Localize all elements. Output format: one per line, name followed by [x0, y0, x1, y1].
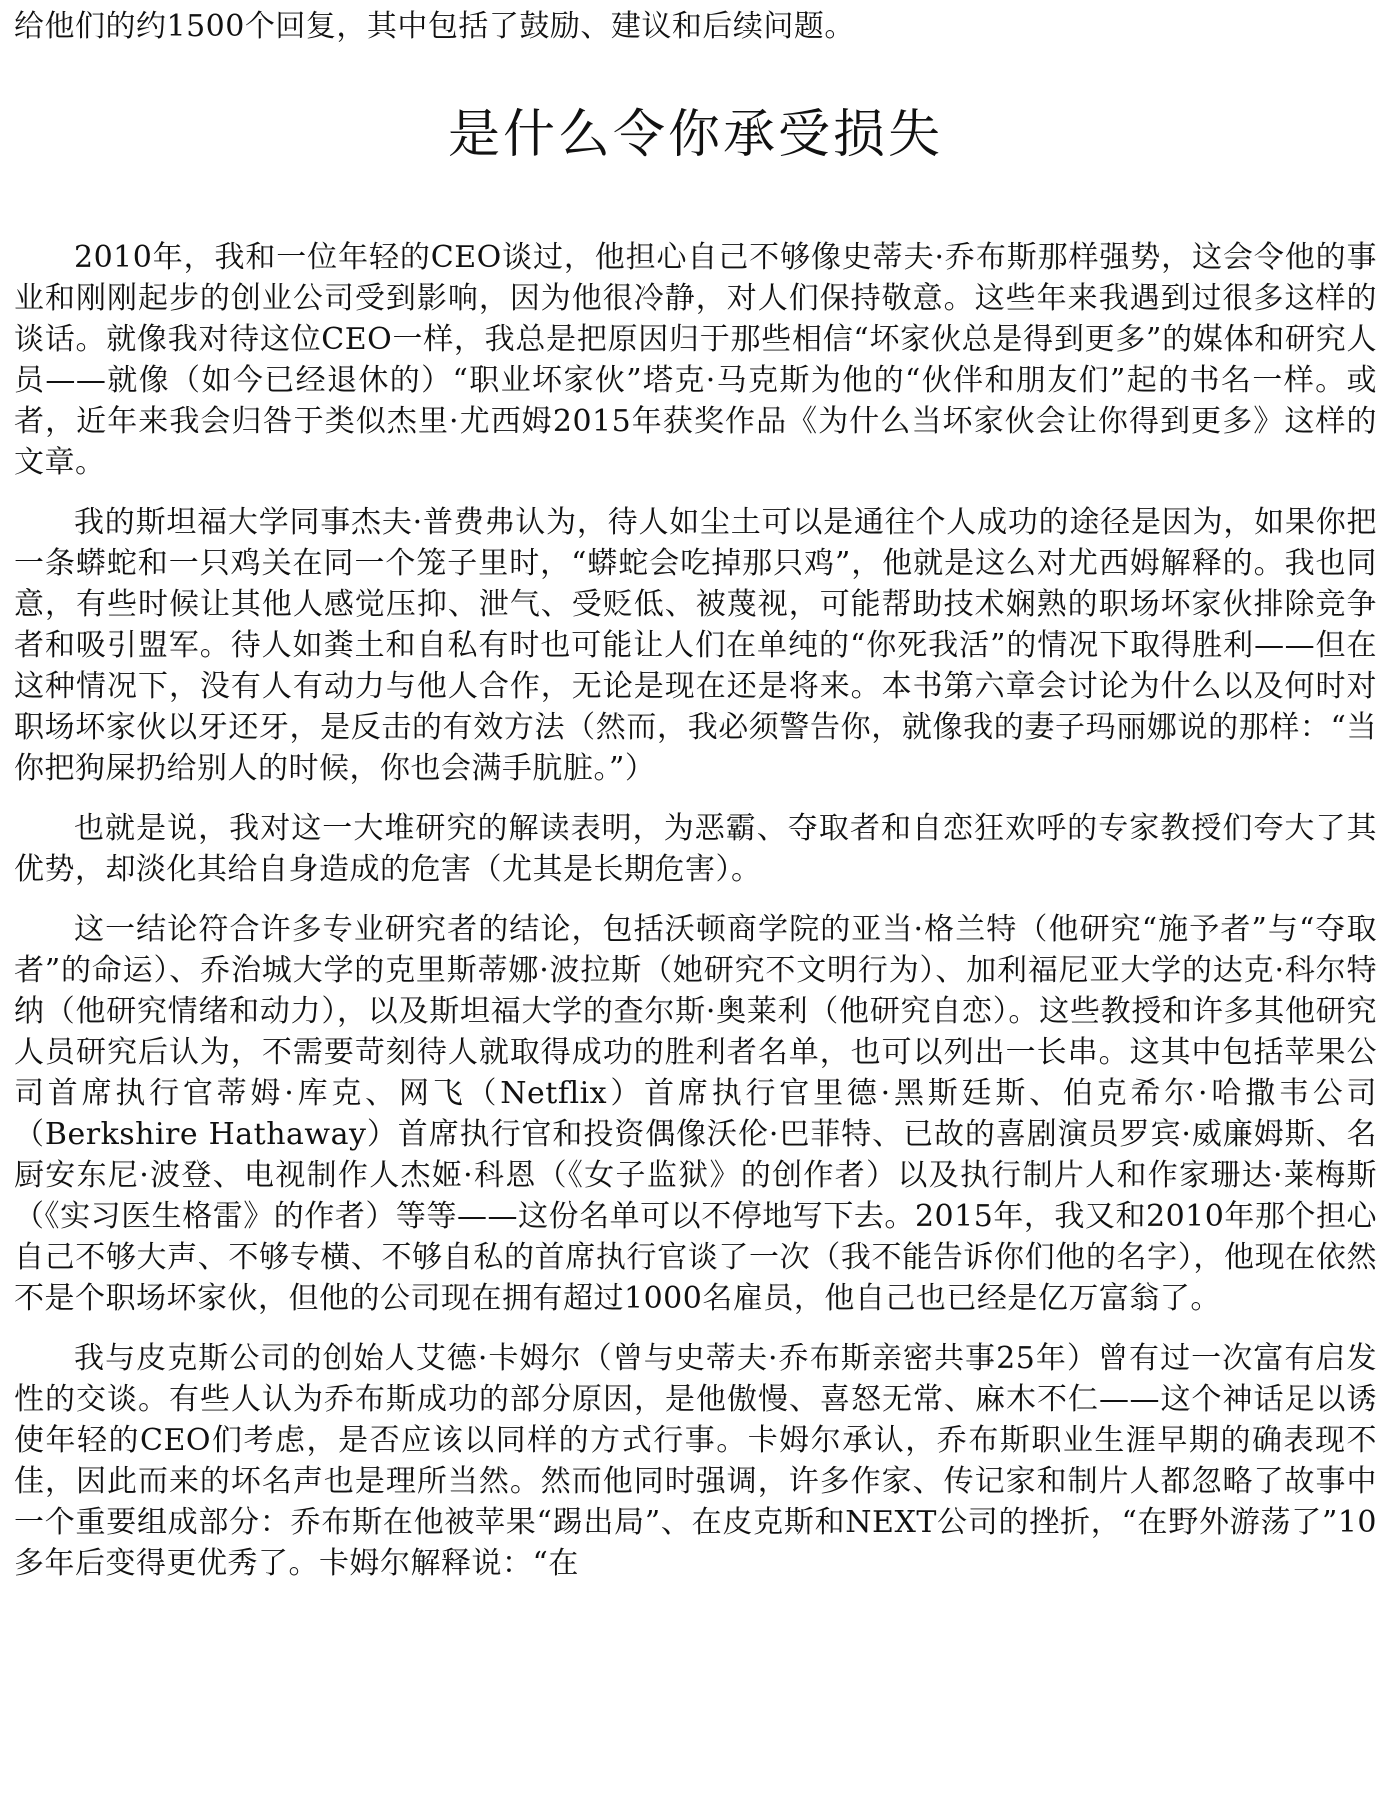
paragraph-2: 我的斯坦福大学同事杰夫·普费弗认为，待人如尘土可以是通往个人成功的途径是因为，如果你把一条蟒蛇和一只鸡关在同一个笼子里时，“蟒蛇会吃掉那只鸡”，他就是这么对尤西姆解释的。我也同意，有些时候让其他人感觉压抑、泄气、受贬低、被蔑视，可能帮助技术娴熟的职场坏家伙排除竞争者和吸引盟军。待人如粪土和自私有时也可能让人们在单纯的“你死我活”的情况下取得胜利——但在这种情况下，没有人有动力与他人合作，无论是现在还是将来。本书第六章会讨论为什么以及何时对职场坏家伙以牙还牙，是反击的有效方法（然而，我必须警告你，就像我的妻子玛丽娜说的那样：“当你把狗屎扔给别人的时候，你也会满手肮脏。”） [14, 505, 1377, 786]
paragraph-1: 2010年，我和一位年轻的CEO谈过，他担心自己不够像史蒂夫·乔布斯那样强势，这会令他的事业和刚刚起步的创业公司受到影响，因为他很冷静，对人们保持敬意。这些年来我遇到过很多这样的谈话。就像我对待这位CEO一样，我总是把原因归于那些相信“坏家伙总是得到更多”的媒体和研究人员——就像（如今已经退休的）“职业坏家伙”塔克·马克斯为他的“伙伴和朋友们”起的书名一样。或者，近年来我会归咎于类似杰里·尤西姆2015年获奖作品《为什么当坏家伙会让你得到更多》这样的文章。 [14, 240, 1377, 480]
paragraph-3: 也就是说，我对这一大堆研究的解读表明，为恶霸、夺取者和自恋狂欢呼的专家教授们夸大了其优势，却淡化其给自身造成的危害（尤其是长期危害）。 [14, 811, 1377, 887]
document-page [14, 6, 1377, 1603]
paragraph-4: 这一结论符合许多专业研究者的结论，包括沃顿商学院的亚当·格兰特（他研究“施予者”与“夺取者”的命运）、乔治城大学的克里斯蒂娜·波拉斯（她研究不文明行为）、加利福尼亚大学的达克·科尔特纳（他研究情绪和动力），以及斯坦福大学的查尔斯·奥莱利（他研究自恋）。这些教授和许多其他研究人员研究后认为，不需要苛刻待人就取得成功的胜利者名单，也可以列出一长串。这其中包括苹果公司首席执行官蒂姆·库克、网飞（Netflix）首席执行官里德·黑斯廷斯、伯克希尔·哈撒韦公司（Berkshire Hathaway）首席执行官和投资偶像沃伦·巴菲特、已故的喜剧演员罗宾·威廉姆斯、名厨安东尼·波登、电视制作人杰姬·科恩（《女子监狱》的创作者）以及执行制片人和作家珊达·莱梅斯（《实习医生格雷》的作者）等等——这份名单可以不停地写下去。2015年，我又和2010年那个担心自己不够大声、不够专横、不够自私的首席执行官谈了一次（我不能告诉你们他的名字），他现在依然不是个职场坏家伙，但他的公司现在拥有超过1000名雇员，他自己也已经是亿万富翁了。 [14, 912, 1377, 1316]
paragraph-5: 我与皮克斯公司的创始人艾德·卡姆尔（曾与史蒂夫·乔布斯亲密共事25年）曾有过一次富有启发性的交谈。有些人认为乔布斯成功的部分原因，是他傲慢、喜怒无常、麻木不仁——这个神话足以诱使年轻的CEO们考虑，是否应该以同样的方式行事。卡姆尔承认，乔布斯职业生涯早期的确表现不佳，因此而来的坏名声也是理所当然。然而他同时强调，许多作家、传记家和制片人都忽略了故事中一个重要组成部分：乔布斯在他被苹果“踢出局”、在皮克斯和NEXT公司的挫折，“在野外游荡了”10多年后变得更优秀了。卡姆尔解释说：“在 [14, 1341, 1377, 1581]
continued-paragraph: 给他们的约1500个回复，其中包括了鼓励、建议和后续问题。 [14, 9, 855, 44]
section-title: 是什么令你承受损失 [447, 105, 943, 165]
